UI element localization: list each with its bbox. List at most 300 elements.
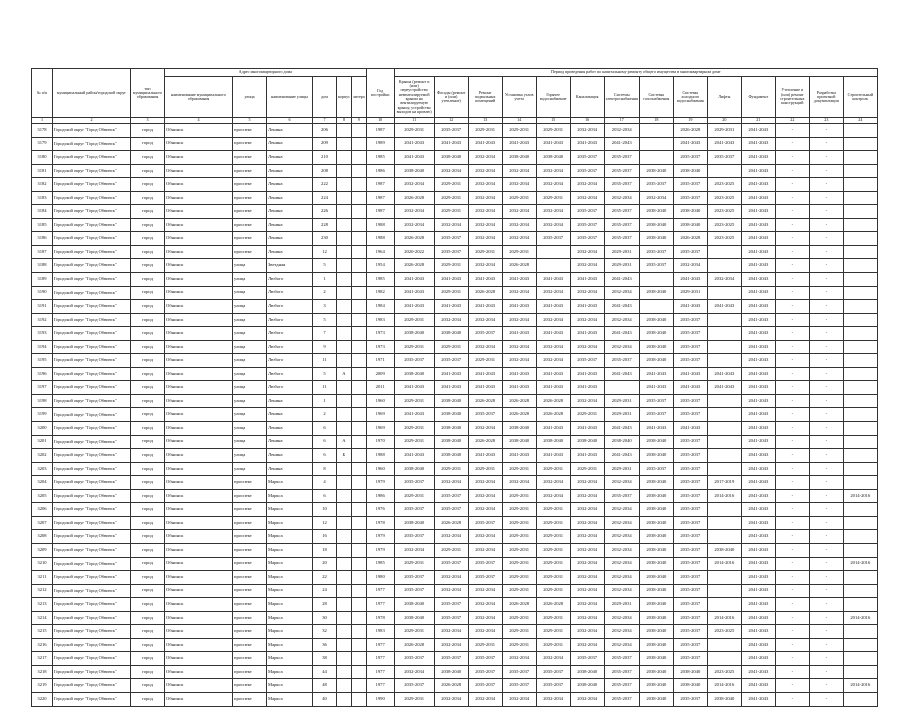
header-cell: Системы холодного водоснабжения: [673, 77, 707, 118]
table-cell: город: [131, 381, 165, 395]
table-cell: [843, 191, 877, 205]
table-cell: 2041-2043: [502, 449, 536, 463]
table-cell: [351, 232, 366, 246]
table-cell: [337, 245, 352, 259]
table-cell: улица: [233, 327, 267, 341]
table-row: [32, 259, 878, 273]
table-cell: [337, 489, 352, 503]
table-cell: проспект: [233, 557, 267, 571]
table-cell: 2041-2043: [673, 422, 707, 436]
table-cell: 2038-2040: [639, 557, 673, 571]
table-cell: 2032-2034: [502, 340, 536, 354]
table-cell: 18: [313, 543, 337, 557]
table-cell: улица: [233, 435, 267, 449]
table-cell: город: [131, 151, 165, 165]
table-cell: 2038-2040: [639, 286, 673, 300]
table-cell: 3200: [32, 422, 53, 436]
table-cell: -: [809, 394, 843, 408]
table-cell: 1990: [366, 692, 394, 706]
table-cell: Любого: [267, 327, 313, 341]
table-cell: Ленина: [267, 164, 313, 178]
table-cell: [707, 584, 741, 598]
table-cell: 2032-2034: [604, 530, 639, 544]
table-cell: 2029-2031: [502, 543, 536, 557]
table-cell: [337, 327, 352, 341]
table-cell: 3198: [32, 394, 53, 408]
header-cell: Системы газоснабжения: [639, 77, 673, 118]
table-cell: 1977: [366, 679, 394, 693]
table-cell: [843, 652, 877, 666]
table-cell: 2035-2037: [570, 218, 604, 232]
table-cell: город: [131, 218, 165, 232]
table-cell: Обнинск: [165, 151, 233, 165]
table-cell: 2041-2043: [707, 300, 741, 314]
table-cell: 2041-2043: [741, 462, 775, 476]
table-cell: 2041-2043: [604, 137, 639, 151]
table-cell: улица: [233, 313, 267, 327]
table-cell: 3206: [32, 503, 53, 517]
table-cell: 2032-2034: [394, 218, 434, 232]
table-cell: 3194: [32, 340, 53, 354]
table-cell: [337, 408, 352, 422]
table-cell: 3192: [32, 313, 53, 327]
table-cell: 2041-2043: [570, 449, 604, 463]
table-cell: [337, 652, 352, 666]
table-cell: проспект: [233, 137, 267, 151]
table-row: [32, 462, 878, 476]
table-cell: 2041-2043: [639, 381, 673, 395]
table-cell: 2032-2034: [536, 205, 570, 219]
table-cell: 2038-2040: [570, 435, 604, 449]
table-cell: 2035-2037: [394, 571, 434, 585]
table-row: [32, 327, 878, 341]
table-cell: 3220: [32, 692, 53, 706]
table-cell: 2035-2037: [673, 652, 707, 666]
table-cell: 1983: [366, 625, 394, 639]
table-cell: 2032-2034: [434, 638, 468, 652]
table-cell: [351, 178, 366, 192]
table-cell: 2041-2043: [741, 584, 775, 598]
table-cell: 2032-2034: [570, 543, 604, 557]
table-cell: [337, 692, 352, 706]
table-cell: 20: [313, 557, 337, 571]
table-cell: 2035-2037: [536, 665, 570, 679]
table-cell: 2032-2034: [468, 489, 502, 503]
table-cell: 2035-2037: [673, 408, 707, 422]
table-cell: Любого: [267, 367, 313, 381]
table-cell: [351, 259, 366, 273]
table-cell: 2023-2025: [707, 665, 741, 679]
table-cell: 9: [313, 340, 337, 354]
table-cell: 2032-2034: [604, 286, 639, 300]
table-cell: [351, 394, 366, 408]
table-cell: 2041-2043: [673, 381, 707, 395]
table-cell: 1969: [366, 422, 394, 436]
table-cell: 2041-2043: [536, 381, 570, 395]
header-cell: Фундамент: [741, 77, 775, 118]
table-cell: 2029-2031: [394, 557, 434, 571]
table-cell: 2041-2043: [502, 273, 536, 287]
table-cell: Ленина: [267, 137, 313, 151]
table-cell: 2035-2037: [434, 245, 468, 259]
table-cell: 2035-2037: [570, 232, 604, 246]
table-cell: [337, 557, 352, 571]
table-cell: 2038-2040: [707, 692, 741, 706]
table-cell: 2038-2040: [639, 218, 673, 232]
table-cell: 2038-2040: [639, 543, 673, 557]
table-cell: 2029-2031: [502, 530, 536, 544]
table-cell: -: [809, 462, 843, 476]
table-cell: проспект: [233, 245, 267, 259]
table-cell: 2029-2031: [604, 598, 639, 612]
table-cell: [337, 381, 352, 395]
table-cell: 2041-2043: [707, 381, 741, 395]
table-cell: Ленина: [267, 422, 313, 436]
table-cell: 2032-2034: [434, 164, 468, 178]
table-cell: [337, 340, 352, 354]
table-cell: проспект: [233, 638, 267, 652]
table-cell: 2032-2034: [604, 516, 639, 530]
table-cell: [337, 218, 352, 232]
table-cell: Городской округ "Город Обнинск": [53, 354, 131, 368]
table-cell: 2041-2043: [741, 286, 775, 300]
table-cell: 2035-2037: [502, 665, 536, 679]
table-cell: 2032-2034: [536, 178, 570, 192]
table-cell: -: [809, 679, 843, 693]
table-cell: 2032-2034: [536, 218, 570, 232]
table-cell: 2041-2043: [394, 449, 434, 463]
table-cell: 2029-2031: [604, 259, 639, 273]
table-cell: [351, 530, 366, 544]
table-cell: 2029-2031: [536, 584, 570, 598]
capital-repair-table: [31, 68, 878, 707]
table-cell: 228: [313, 218, 337, 232]
table-cell: [843, 286, 877, 300]
table-cell: [843, 354, 877, 368]
table-cell: 2038-2040: [434, 408, 468, 422]
table-cell: 11: [313, 381, 337, 395]
table-cell: -: [775, 327, 809, 341]
table-cell: 2032-2034: [604, 571, 639, 585]
table-cell: 1964: [366, 245, 394, 259]
table-cell: -: [775, 354, 809, 368]
table-cell: 2: [313, 408, 337, 422]
table-cell: 2038-2040: [394, 462, 434, 476]
table-cell: улица: [233, 300, 267, 314]
table-cell: 2041-2043: [673, 367, 707, 381]
table-cell: 28: [313, 598, 337, 612]
table-cell: 2029-2031: [434, 191, 468, 205]
table-cell: Городской округ "Город Обнинск": [53, 489, 131, 503]
table-cell: город: [131, 611, 165, 625]
table-cell: город: [131, 422, 165, 436]
table-cell: 2041-2043: [741, 571, 775, 585]
table-cell: 2035-2037: [673, 625, 707, 639]
table-cell: 2023-2025: [707, 191, 741, 205]
table-cell: город: [131, 367, 165, 381]
table-cell: город: [131, 259, 165, 273]
header-cell: дом: [313, 77, 337, 118]
table-cell: 2041-2043: [741, 232, 775, 246]
table-cell: 2032-2034: [536, 692, 570, 706]
table-cell: 2038-2040: [673, 205, 707, 219]
table-cell: 2035-2037: [604, 232, 639, 246]
table-cell: Б: [337, 449, 352, 463]
table-cell: [843, 273, 877, 287]
table-cell: 1987: [366, 178, 394, 192]
table-cell: Городской округ "Город Обнинск": [53, 286, 131, 300]
table-cell: 2035-2037: [673, 598, 707, 612]
table-cell: 3178: [32, 124, 53, 138]
table-cell: -: [809, 137, 843, 151]
table-cell: 2029-2031: [394, 394, 434, 408]
table-cell: Обнинск: [165, 232, 233, 246]
table-cell: 11: [313, 354, 337, 368]
table-cell: 2029-2031: [502, 638, 536, 652]
table-cell: Городской округ "Город Обнинск": [53, 340, 131, 354]
table-cell: 3182: [32, 178, 53, 192]
table-cell: 2041-2043: [741, 530, 775, 544]
table-cell: [351, 598, 366, 612]
table-cell: [707, 435, 741, 449]
table-cell: проспект: [233, 232, 267, 246]
table-cell: [843, 327, 877, 341]
table-cell: 1988: [366, 449, 394, 463]
table-cell: проспект: [233, 151, 267, 165]
table-cell: [337, 232, 352, 246]
table-cell: 2038-2040: [394, 598, 434, 612]
table-cell: 2035-2037: [604, 151, 639, 165]
table-cell: 2032-2034: [502, 476, 536, 490]
table-cell: город: [131, 394, 165, 408]
table-row: [32, 516, 878, 530]
table-cell: 2032-2034: [434, 476, 468, 490]
header-cell: Утепление и (или) ремонт строительных конструкций: [775, 77, 809, 118]
table-cell: Маркса: [267, 516, 313, 530]
table-cell: 2032-2034: [570, 124, 604, 138]
table-row: [32, 164, 878, 178]
table-cell: [843, 476, 877, 490]
table-cell: [707, 638, 741, 652]
table-cell: 2032-2034: [394, 543, 434, 557]
table-cell: 2026-2028: [536, 598, 570, 612]
table-cell: 2038-2040: [536, 435, 570, 449]
table-cell: -: [809, 543, 843, 557]
table-row: [32, 665, 878, 679]
table-cell: 2041-2043: [604, 300, 639, 314]
table-cell: 2038-2040: [673, 218, 707, 232]
table-cell: 208: [313, 164, 337, 178]
table-row: [32, 476, 878, 490]
table-cell: -: [775, 232, 809, 246]
table-cell: 2026-2028: [673, 124, 707, 138]
table-cell: 2: [313, 286, 337, 300]
table-cell: [707, 327, 741, 341]
table-cell: 2032-2034: [468, 218, 502, 232]
table-row: [32, 652, 878, 666]
table-cell: [337, 205, 352, 219]
table-cell: [337, 164, 352, 178]
table-cell: -: [809, 259, 843, 273]
table-cell: проспект: [233, 218, 267, 232]
table-cell: -: [775, 394, 809, 408]
table-cell: 2032-2034: [502, 178, 536, 192]
table-cell: [639, 300, 673, 314]
table-cell: 2029-2031: [468, 354, 502, 368]
table-cell: 2032-2034: [502, 205, 536, 219]
table-cell: проспект: [233, 205, 267, 219]
table-cell: [843, 340, 877, 354]
table-cell: [337, 151, 352, 165]
table-row: [32, 530, 878, 544]
table-cell: город: [131, 313, 165, 327]
table-row: [32, 245, 878, 259]
table-cell: 3201: [32, 435, 53, 449]
table-cell: [337, 300, 352, 314]
table-cell: 3195: [32, 354, 53, 368]
table-row: [32, 124, 878, 138]
table-cell: 3214: [32, 611, 53, 625]
table-cell: 2041-2043: [741, 218, 775, 232]
table-cell: 2032-2034: [570, 313, 604, 327]
table-cell: 2038-2040: [434, 327, 468, 341]
table-cell: 1979: [366, 543, 394, 557]
table-cell: проспект: [233, 124, 267, 138]
table-cell: 2041-2043: [741, 300, 775, 314]
table-cell: Ленина: [267, 435, 313, 449]
table-cell: 2041-2043: [468, 273, 502, 287]
table-cell: [707, 259, 741, 273]
table-cell: 2029-2031: [536, 625, 570, 639]
table-cell: 2032-2034: [468, 598, 502, 612]
table-cell: город: [131, 449, 165, 463]
table-cell: 1986: [366, 489, 394, 503]
table-cell: 1973: [366, 340, 394, 354]
table-cell: [351, 124, 366, 138]
table-cell: 2038-2040: [434, 422, 468, 436]
table-cell: Ленина: [267, 462, 313, 476]
table-cell: 2032-2034: [394, 665, 434, 679]
table-cell: 2032-2034: [604, 584, 639, 598]
table-cell: Маркса: [267, 692, 313, 706]
header-cell: наименование улицы: [267, 77, 313, 118]
table-cell: -: [775, 530, 809, 544]
table-cell: 2032-2034: [468, 530, 502, 544]
table-cell: 5: [313, 367, 337, 381]
table-cell: 2029-2031: [434, 205, 468, 219]
table-cell: 12: [313, 245, 337, 259]
table-cell: 2029-2031: [673, 286, 707, 300]
table-cell: [337, 516, 352, 530]
table-cell: 1973: [366, 327, 394, 341]
table-cell: Городской округ "Город Обнинск": [53, 273, 131, 287]
table-cell: 2038-2040: [434, 394, 468, 408]
table-cell: 2041-2043: [570, 273, 604, 287]
table-cell: 2041-2043: [570, 367, 604, 381]
table-cell: 2032-2034: [434, 584, 468, 598]
table-cell: город: [131, 340, 165, 354]
table-cell: [351, 679, 366, 693]
table-cell: 2038-2040: [639, 205, 673, 219]
table-cell: [351, 191, 366, 205]
table-cell: 2032-2034: [468, 543, 502, 557]
table-row: [32, 489, 878, 503]
table-cell: 5: [313, 313, 337, 327]
table-cell: 2041-2043: [394, 381, 434, 395]
table-cell: 2032-2034: [434, 313, 468, 327]
table-cell: 2041-2043: [741, 245, 775, 259]
table-cell: 3191: [32, 300, 53, 314]
table-cell: Маркса: [267, 625, 313, 639]
table-cell: Ленина: [267, 449, 313, 463]
table-cell: 1977: [366, 598, 394, 612]
table-cell: 2035-2037: [434, 124, 468, 138]
table-cell: [351, 300, 366, 314]
table-cell: 2035-2037: [673, 462, 707, 476]
table-cell: 2035-2037: [673, 435, 707, 449]
table-cell: 2032-2034: [468, 584, 502, 598]
header-cell: Год постройки: [366, 69, 394, 118]
table-cell: -: [775, 300, 809, 314]
table-cell: Городской округ "Город Обнинск": [53, 598, 131, 612]
table-cell: 2026-2028: [394, 232, 434, 246]
table-cell: [337, 598, 352, 612]
table-cell: 2038-2040: [639, 435, 673, 449]
table-cell: -: [775, 259, 809, 273]
table-cell: город: [131, 598, 165, 612]
table-row: [32, 381, 878, 395]
table-cell: Обнинск: [165, 218, 233, 232]
table-cell: 2035-2037: [673, 692, 707, 706]
table-cell: Обнинск: [165, 692, 233, 706]
table-cell: 2041-2043: [741, 679, 775, 693]
table-cell: 2032-2034: [468, 422, 502, 436]
table-cell: -: [809, 571, 843, 585]
table-cell: 2032-2034: [502, 313, 536, 327]
table-cell: 2026-2028: [434, 679, 468, 693]
table-cell: 2038-2040: [639, 327, 673, 341]
table-cell: 2029-2031: [502, 245, 536, 259]
table-cell: 2029-2031: [502, 571, 536, 585]
table-row: [32, 503, 878, 517]
table-cell: 2041-2043: [394, 408, 434, 422]
table-cell: 2035-2037: [673, 530, 707, 544]
table-cell: 2038-2040: [639, 164, 673, 178]
table-cell: 2014-2016: [843, 679, 877, 693]
table-cell: 1979: [366, 476, 394, 490]
table-cell: 2032-2034: [707, 273, 741, 287]
table-cell: Маркса: [267, 530, 313, 544]
table-cell: [337, 422, 352, 436]
table-cell: [843, 638, 877, 652]
table-cell: 7: [313, 327, 337, 341]
table-cell: 1960: [366, 462, 394, 476]
table-cell: [707, 394, 741, 408]
table-cell: 2035-2037: [604, 164, 639, 178]
table-row: [32, 638, 878, 652]
table-cell: 2032-2034: [570, 259, 604, 273]
table-cell: [337, 191, 352, 205]
table-cell: 3189: [32, 273, 53, 287]
table-cell: Маркса: [267, 679, 313, 693]
table-cell: -: [809, 300, 843, 314]
table-cell: 2041-2043: [741, 151, 775, 165]
table-cell: Обнинск: [165, 300, 233, 314]
table-cell: Городской округ "Город Обнинск": [53, 530, 131, 544]
table-cell: 2035-2037: [673, 543, 707, 557]
table-cell: [351, 422, 366, 436]
table-cell: [707, 340, 741, 354]
